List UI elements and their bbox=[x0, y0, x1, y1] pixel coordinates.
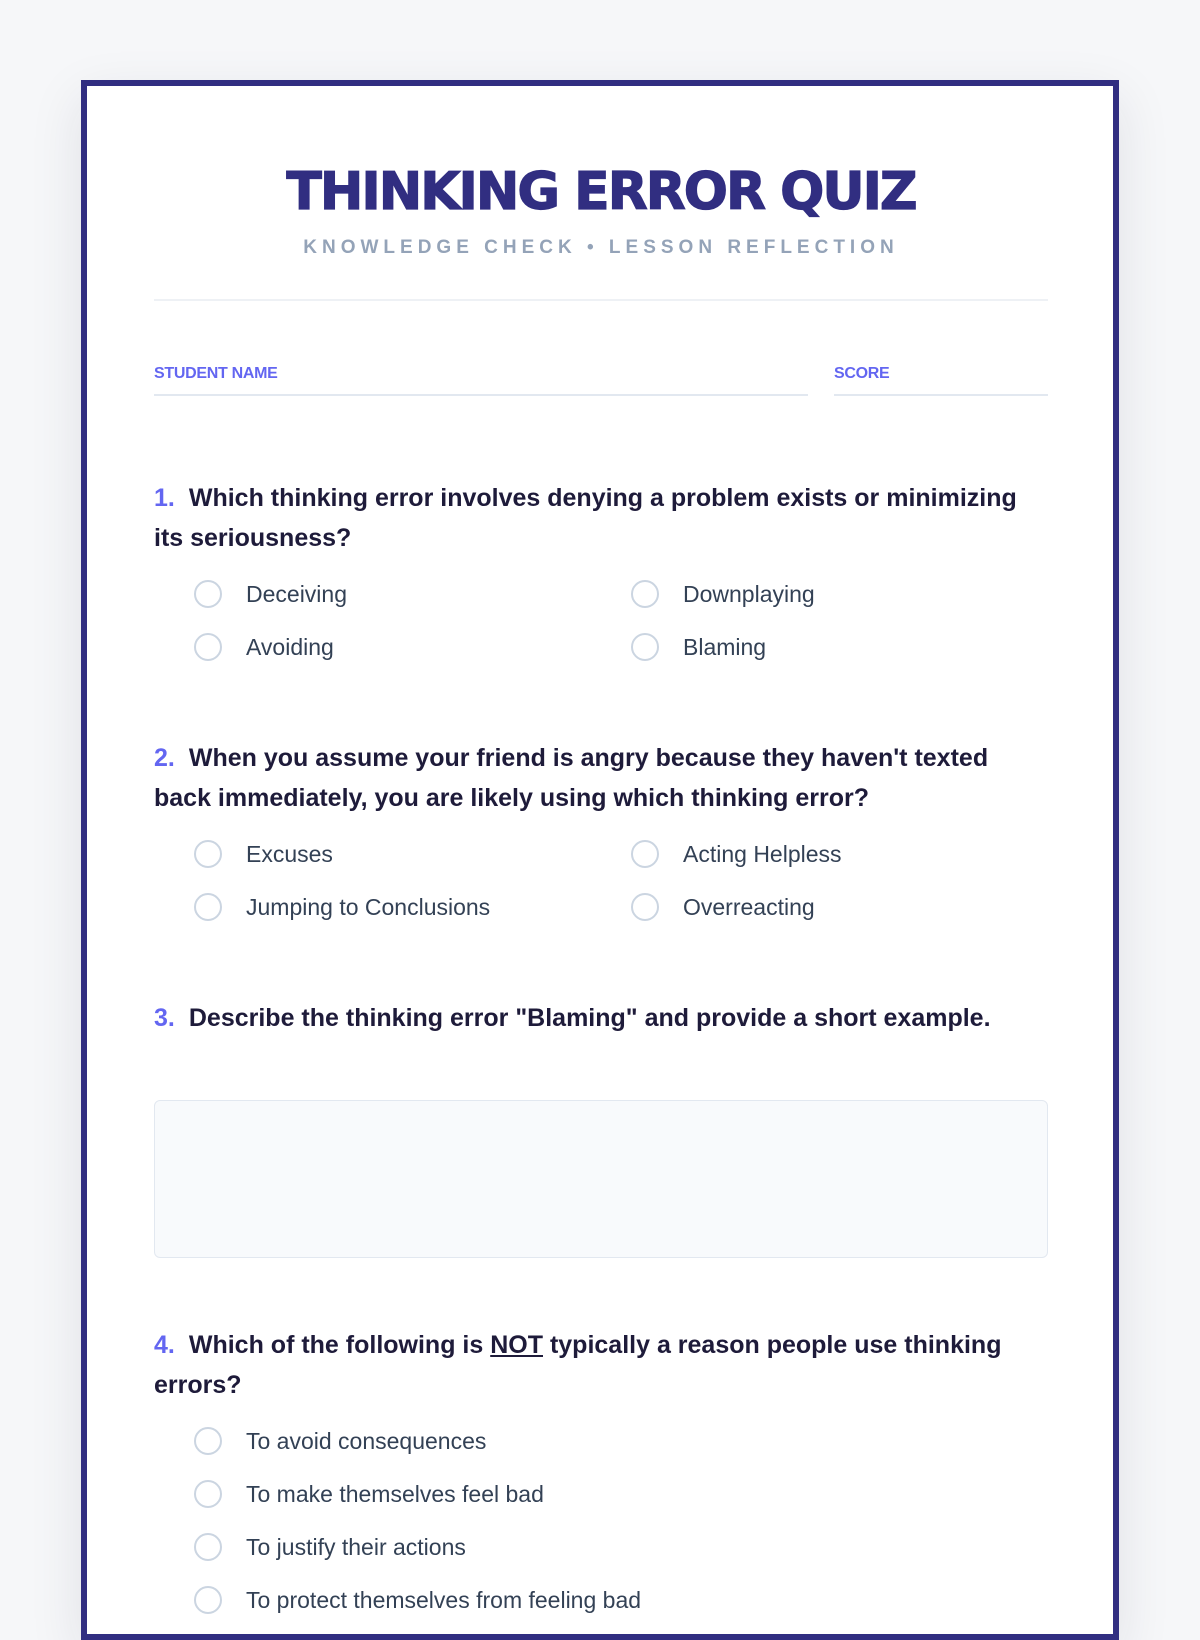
radio-button[interactable] bbox=[631, 633, 659, 661]
radio-button[interactable] bbox=[194, 633, 222, 661]
question-4-text bbox=[154, 1325, 1048, 1405]
quiz-page bbox=[81, 80, 1119, 1640]
page-title: THINKING ERROR QUIZ bbox=[286, 162, 916, 222]
question-4-option-d[interactable] bbox=[194, 1582, 641, 1618]
question-2-option-a[interactable] bbox=[194, 836, 333, 872]
option-label: To make themselves feel bad bbox=[246, 1480, 544, 1507]
radio-button[interactable] bbox=[194, 840, 222, 868]
option-label: Acting Helpless bbox=[683, 840, 842, 867]
option-label: To justify their actions bbox=[246, 1533, 466, 1560]
question-1-option-a[interactable] bbox=[194, 576, 347, 612]
option-label: To avoid consequences bbox=[246, 1427, 487, 1454]
question-3-prompt: Describe the thinking error "Blaming" and provide a short example. bbox=[188, 1004, 991, 1032]
radio-button[interactable] bbox=[194, 1427, 222, 1455]
radio-button[interactable] bbox=[631, 580, 659, 608]
radio-button[interactable] bbox=[631, 840, 659, 868]
question-2-text bbox=[154, 738, 1048, 818]
radio-button[interactable] bbox=[194, 580, 222, 608]
question-4-emphasis: NOT bbox=[490, 1331, 543, 1359]
option-label: Downplaying bbox=[683, 580, 815, 607]
question-2 bbox=[154, 738, 1048, 920]
question-2-number: 2. bbox=[154, 744, 175, 772]
student-name-field[interactable] bbox=[154, 365, 808, 396]
question-4-number: 4. bbox=[154, 1331, 175, 1359]
question-4-option-c[interactable] bbox=[194, 1529, 466, 1565]
question-1-option-b[interactable] bbox=[631, 576, 815, 612]
question-2-option-c[interactable] bbox=[194, 889, 490, 925]
radio-button[interactable] bbox=[194, 1480, 222, 1508]
question-1-number: 1. bbox=[154, 484, 175, 512]
question-4-option-a[interactable] bbox=[194, 1423, 486, 1459]
option-label: Overreacting bbox=[683, 893, 815, 920]
question-4 bbox=[154, 1325, 1048, 1613]
question-1 bbox=[154, 478, 1048, 660]
page-subtitle: KNOWLEDGE CHECK • LESSON REFLECTION bbox=[303, 237, 899, 258]
question-4-option-b[interactable] bbox=[194, 1476, 544, 1512]
question-3-answer-textarea[interactable] bbox=[154, 1100, 1048, 1258]
question-2-option-b[interactable] bbox=[631, 836, 842, 872]
question-1-prompt: Which thinking error involves denying a problem exists or minimizing its seriousness? bbox=[154, 484, 1017, 552]
question-1-option-c[interactable] bbox=[194, 629, 334, 665]
student-info-fields bbox=[154, 301, 1048, 401]
score-field[interactable] bbox=[834, 365, 1048, 396]
option-label: Deceiving bbox=[246, 580, 347, 607]
student-name-label: STUDENT NAME bbox=[154, 365, 278, 382]
option-label: Excuses bbox=[246, 840, 333, 867]
radio-button[interactable] bbox=[631, 893, 659, 921]
question-1-text bbox=[154, 478, 1048, 558]
question-1-option-d[interactable] bbox=[631, 629, 766, 665]
option-label: To protect themselves from feeling bad bbox=[246, 1586, 642, 1613]
quiz-content bbox=[154, 86, 1048, 1613]
option-label: Avoiding bbox=[246, 633, 334, 660]
question-2-option-d[interactable] bbox=[631, 889, 815, 925]
radio-button[interactable] bbox=[194, 1586, 222, 1614]
score-label: SCORE bbox=[834, 365, 890, 382]
radio-button[interactable] bbox=[194, 1533, 222, 1561]
question-4-prompt-start: Which of the following is bbox=[188, 1331, 491, 1359]
radio-button[interactable] bbox=[194, 893, 222, 921]
question-3-number: 3. bbox=[154, 1004, 175, 1032]
question-4-prompt-end: typically a reason people use thinking errors? bbox=[154, 1331, 1002, 1399]
question-3-text bbox=[154, 998, 1048, 1038]
option-label: Blaming bbox=[683, 633, 767, 660]
question-3 bbox=[154, 998, 1048, 1038]
question-2-prompt: When you assume your friend is angry because they haven't texted back immediately, you are likely using which thinking error? bbox=[154, 744, 989, 812]
option-label: Jumping to Conclusions bbox=[246, 893, 491, 920]
